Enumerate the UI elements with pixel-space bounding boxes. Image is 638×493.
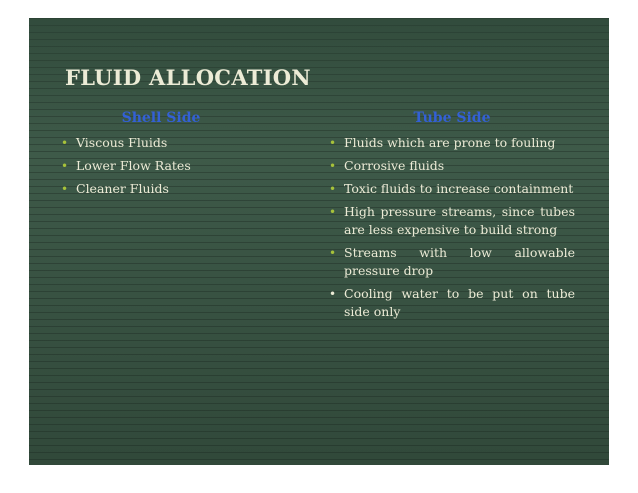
list-item-text: Corrosive fluids — [344, 158, 445, 173]
list-item-text: High pressure streams, since tubes are less expensive to build strong — [344, 204, 575, 237]
list-item — [329, 203, 575, 239]
tube-side-column — [329, 110, 575, 326]
slide-title: FLUID ALLOCATION — [65, 65, 311, 90]
list-item — [329, 134, 575, 152]
bullet-icon: • — [61, 182, 69, 196]
list-item — [329, 285, 575, 321]
shell-side-column — [61, 110, 291, 203]
list-item — [61, 157, 291, 175]
list-item — [329, 244, 575, 280]
list-item — [329, 157, 575, 175]
tube-side-heading: Tube Side — [413, 110, 491, 126]
bullet-icon: • — [329, 159, 337, 173]
list-item-text: Cleaner Fluids — [76, 181, 169, 196]
list-item-text: Fluids which are prone to fouling — [344, 135, 556, 150]
bullet-icon: • — [329, 246, 337, 260]
list-item-text: Cooling water to be put on tube side only — [344, 286, 575, 319]
bullet-icon: • — [329, 287, 337, 301]
bullet-icon: • — [329, 205, 337, 219]
list-item — [61, 180, 291, 198]
list-item-text: Toxic fluids to increase containment — [344, 181, 574, 196]
list-item — [329, 180, 575, 198]
shell-side-list — [61, 134, 291, 198]
tube-side-list — [329, 134, 575, 321]
bullet-icon: • — [61, 159, 69, 173]
list-item-text: Lower Flow Rates — [76, 158, 191, 173]
slide — [29, 18, 609, 465]
bullet-icon: • — [329, 182, 337, 196]
list-item-text: Streams with low allowable pressure drop — [344, 245, 575, 278]
list-item-text: Viscous Fluids — [76, 135, 168, 150]
bullet-icon: • — [329, 136, 337, 150]
shell-side-heading: Shell Side — [121, 110, 201, 126]
bullet-icon: • — [61, 136, 69, 150]
list-item — [61, 134, 291, 152]
